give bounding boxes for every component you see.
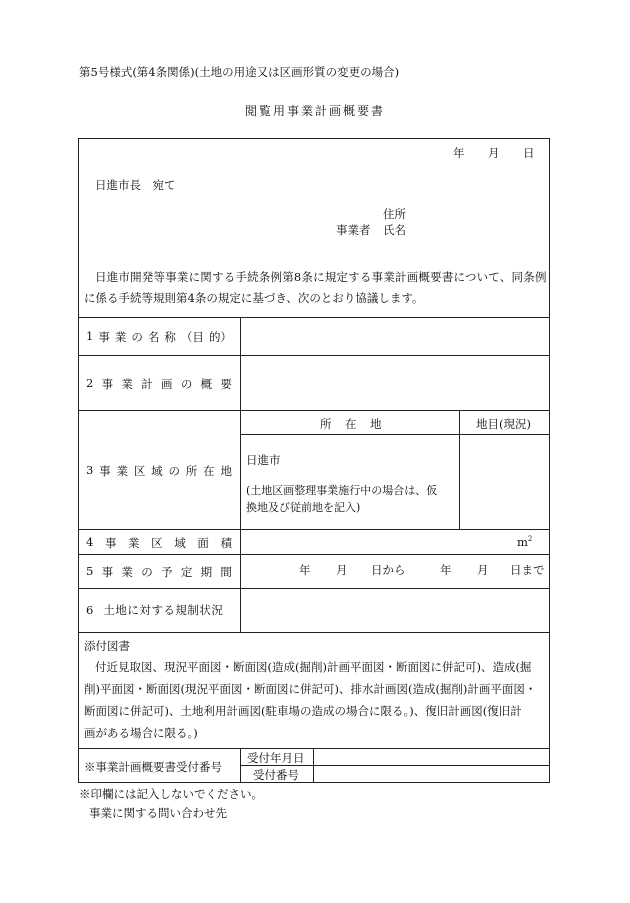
row-divider (78, 748, 550, 749)
row-divider (78, 529, 550, 530)
location-note-2: 換地及び従前地を記入) (246, 501, 361, 514)
row-label-project-outline: 2 事 業 計 画 の 概 要 (86, 376, 232, 391)
row-divider (78, 588, 550, 589)
location-city: 日進市 (246, 453, 281, 467)
row-label-project-name: 1 事 業 の 名 称 （目 的） (86, 329, 232, 344)
column-divider (240, 317, 241, 632)
attachments-line-2: 削)平面図・断面図(現況平面図・断面図に併記可)、排水計画図(造成(掘削)計画平面図・ (84, 682, 537, 696)
receipt-number-label: ※事業計画概要書受付番号 (84, 760, 222, 774)
attachments-line-1: 付近見取図、現況平面図・断面図(造成(掘削)計画平面図・断面図に併記可)、造成(掘 (95, 660, 532, 674)
address-label: 住所 (383, 207, 406, 221)
form-id: 第5号様式(第4条関係)(土地の用途又は区画形質の変更の場合) (79, 65, 400, 79)
applicant-label: 事業者 (336, 223, 371, 237)
area-unit: $m^2$ (517, 535, 533, 549)
period-month-1: 月 (336, 563, 348, 577)
column-divider (240, 748, 241, 783)
attachments-line-3: 断面図に併記可)、土地利用計画図(駐車場の造成の場合に限る。)、復旧計画図(復旧計 (84, 704, 522, 718)
row-divider (240, 434, 550, 435)
addressee: 日進市長 宛て (95, 178, 176, 192)
intro-line-1: 日進市開発等事業に関する手続条例第8条に規定する事業計画概要書について、同条例 (95, 270, 547, 284)
row-divider (78, 355, 550, 356)
period-year-2: 年 (440, 563, 452, 577)
receipt-number-field-label: 受付番号 (253, 768, 299, 782)
date-month: 月 (488, 146, 500, 160)
row-label-land-regulation: 6 土地に対する規制状況 (86, 603, 224, 617)
row-divider (78, 632, 550, 633)
period-from: 日から (371, 563, 406, 577)
row-divider (78, 554, 550, 555)
period-year-1: 年 (299, 563, 311, 577)
row-divider (78, 317, 550, 318)
intro-line-2: に係る手続等規則第4条の規定に基づき、次のとおり協議します。 (84, 291, 424, 305)
column-header-land-category: 地目(現況) (476, 417, 531, 431)
column-divider (459, 410, 460, 529)
row-label-project-location: 3 事 業 区 域 の 所 在 地 (86, 463, 232, 478)
footer-contact: 事業に関する問い合わせ先 (89, 806, 227, 820)
date-day: 日 (523, 146, 535, 160)
column-divider (313, 748, 314, 783)
footer-note: ※印欄には記入しないでください。 (79, 787, 263, 801)
date-year: 年 (453, 146, 465, 160)
row-divider (78, 410, 550, 411)
column-header-location: 所 在 地 (320, 417, 383, 431)
location-note-1: (土地区画整理事業施行中の場合は、仮 (246, 484, 438, 497)
name-label: 氏名 (383, 223, 406, 237)
received-date-label: 受付年月日 (247, 751, 305, 765)
period-until: 日まで (510, 563, 545, 577)
attachments-heading: 添付図書 (84, 639, 130, 653)
row-label-project-area: 4 事 業 区 域 面 積 (86, 535, 232, 550)
period-month-2: 月 (477, 563, 489, 577)
attachments-line-4: 画がある場合に限る。) (84, 726, 198, 740)
row-label-project-period: 5 事 業 の 予 定 期 間 (86, 564, 232, 579)
document-title: 閲覧用事業計画概要書 (244, 104, 385, 118)
